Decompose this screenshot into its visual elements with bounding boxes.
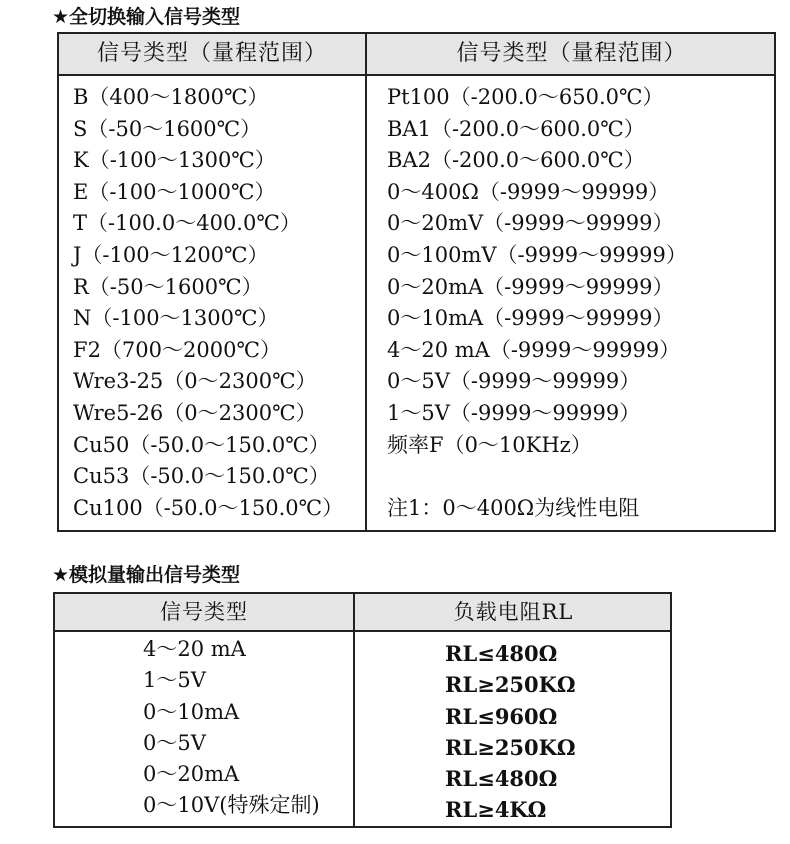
input-type-item: F2（700～2000℃） [73,337,281,362]
input-type-item: B（400～1800℃） [73,85,269,109]
input-type-item: 0～400Ω（-9999～99999） [387,179,670,204]
header-left: 信号类型（量程范围） [96,41,327,66]
output-type-item: 4～20 mA [143,637,246,661]
input-type-item: Cu100（-50.0～150.0℃） [73,495,344,520]
input-type-item: 频率F（0～10KHz） [387,432,592,457]
input-type-item: 0～20mV（-9999～99999） [387,211,674,236]
load-resistance-item: RL≥250KΩ [445,734,576,760]
column-divider [365,34,367,530]
output-type-item: 1～5V [143,668,206,693]
input-type-item: 注1：0～400Ω为线性电阻 [387,495,640,520]
input-type-item: 4～20 mA（-9999～99999） [387,337,681,362]
input-type-item: 0～10mA（-9999～99999） [387,306,674,331]
input-type-item: 1～5V（-9999～99999） [387,400,641,425]
input-type-item: N（-100～1300℃） [73,306,279,331]
input-type-item [387,461,687,493]
table-header [55,594,670,632]
input-type-item: Wre3-25（0～2300℃） [73,369,317,394]
table-header [59,34,774,76]
input-type-item: Cu50（-50.0～150.0℃） [73,432,330,457]
input-type-item: 0～5V（-9999～99999） [387,369,641,394]
input-type-item: BA1（-200.0～600.0℃） [387,116,645,141]
right-column [387,82,687,524]
input-type-item: R（-50～1600℃） [73,274,263,299]
input-section-title: ★全切换输入信号类型 [52,6,241,28]
load-resistance-item: RL≥250KΩ [445,672,576,698]
load-resistance-item: RL≥4KΩ [445,797,547,823]
input-type-item: Wre5-26（0～2300℃） [73,400,317,425]
output-type-item: 0～10V(特殊定制) [143,793,320,818]
output-type-item: 0～20mA [143,762,240,787]
signal-type-column [143,634,320,822]
header-load-resistance: 负载电阻RL [453,600,574,624]
input-type-item: S（-50～1600℃） [73,116,262,141]
load-resistance-item: RL≤480Ω [445,766,558,792]
output-signal-table [53,592,672,828]
input-signal-table [57,32,776,532]
output-section-title: ★模拟量输出信号类型 [52,564,241,586]
input-type-item: 0～100mV（-9999～99999） [387,242,687,267]
input-type-item: 0～20mA（-9999～99999） [387,274,674,299]
output-type-item: 0～5V [143,730,206,755]
input-type-item: J（-100～1200℃） [73,242,269,267]
column-divider [353,594,355,826]
input-type-item: K（-100～1300℃） [73,148,276,173]
output-type-item: 0～10mA [143,699,240,724]
input-type-item: Cu53（-50.0～150.0℃） [73,464,330,489]
input-type-item: BA2（-200.0～600.0℃） [387,148,645,173]
input-type-item: Pt100（-200.0～650.0℃） [387,85,664,109]
input-type-item: E（-100～1000℃） [73,179,276,204]
input-type-item: T（-100.0～400.0℃） [73,211,301,236]
left-column [73,82,343,524]
load-resistance-column [445,638,576,826]
load-resistance-item: RL≤480Ω [445,641,558,666]
header-right: 信号类型（量程范围） [456,41,687,66]
header-signal-type: 信号类型 [160,600,248,624]
load-resistance-item: RL≤960Ω [445,703,558,729]
